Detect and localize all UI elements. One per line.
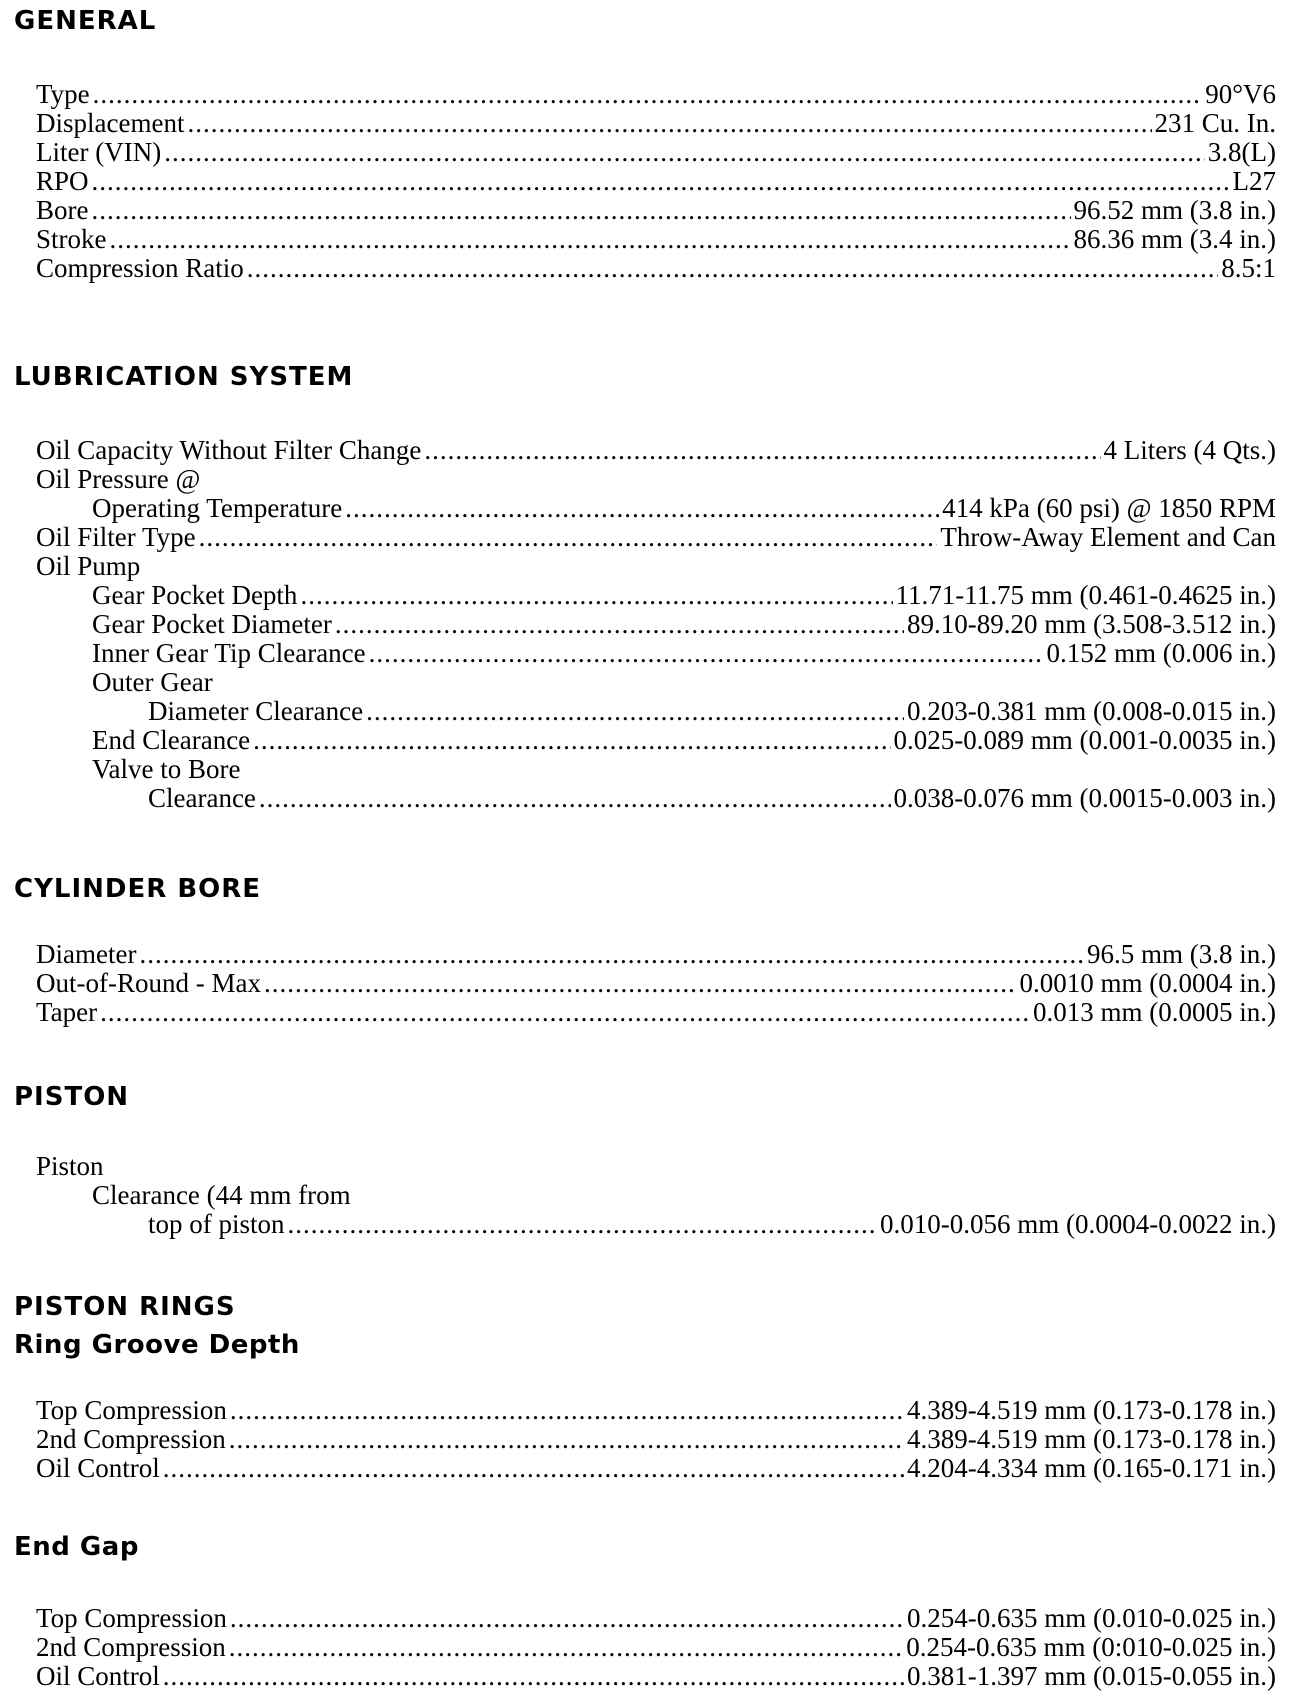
subsection-title-end-gap: End Gap [14, 1532, 139, 1562]
spec-label: Clearance [148, 783, 256, 813]
spec-label: Oil Filter Type [36, 522, 196, 552]
spec-row-type [36, 80, 1276, 109]
dot-leader [91, 196, 1070, 225]
spec-label: Top Compression [36, 1603, 227, 1633]
spec-label: Oil Capacity Without Filter Change [36, 435, 422, 465]
spec-value: 4.389-4.519 mm (0.173-0.178 in.) [907, 1424, 1276, 1454]
spec-group-oil-pump [36, 552, 1276, 581]
spec-label: Bore [36, 195, 89, 225]
spec-value: 0.013 mm (0.0005 in.) [1033, 997, 1276, 1027]
spec-row-groove-top-compression [36, 1396, 1276, 1425]
spec-label: Oil Pressure @ [36, 464, 201, 494]
spec-row-valve-clearance [148, 784, 1276, 813]
dot-leader [335, 610, 904, 639]
dot-leader [300, 581, 892, 610]
spec-label: Compression Ratio [36, 253, 244, 283]
spec-row-gap-oil-control [36, 1662, 1276, 1691]
spec-label: 2nd Compression [36, 1424, 226, 1454]
spec-label: Oil Control [36, 1661, 160, 1691]
dot-leader [230, 1396, 904, 1425]
dot-leader [264, 969, 1017, 998]
spec-label: End Clearance [92, 725, 251, 755]
spec-group-piston [36, 1152, 1276, 1181]
spec-row-bore [36, 196, 1276, 225]
spec-label: Gear Pocket Diameter [92, 609, 332, 639]
dot-leader [424, 436, 1100, 465]
dot-leader [93, 80, 1203, 109]
spec-row-end-clearance [92, 726, 1276, 755]
spec-group-outer-gear [92, 668, 1276, 697]
spec-row-operating-temperature [92, 494, 1276, 523]
spec-row-liter-vin [36, 138, 1276, 167]
spec-label: Oil Pump [36, 551, 141, 581]
spec-label: Diameter Clearance [148, 696, 364, 726]
dot-leader [187, 109, 1151, 138]
section-title-lubrication-system: LUBRICATION SYSTEM [14, 362, 354, 392]
dot-leader [253, 726, 890, 755]
dot-leader [229, 1633, 904, 1662]
spec-value: 90°V6 [1205, 79, 1276, 109]
spec-label: Liter (VIN) [36, 137, 162, 167]
spec-row-rpo [36, 167, 1276, 196]
spec-label: Taper [36, 997, 98, 1027]
spec-row-oil-capacity [36, 436, 1276, 465]
spec-row-taper [36, 998, 1276, 1027]
spec-label: 2nd Compression [36, 1632, 226, 1662]
spec-label: Stroke [36, 224, 107, 254]
spec-label: Diameter [36, 939, 137, 969]
spec-label: Valve to Bore [92, 754, 241, 784]
spec-label: RPO [36, 166, 89, 196]
dot-leader [247, 254, 1218, 283]
spec-label: Clearance (44 mm from [92, 1180, 351, 1210]
dot-leader [369, 639, 1044, 668]
dot-leader [92, 167, 1230, 196]
dot-leader [288, 1210, 878, 1239]
spec-label: Gear Pocket Depth [92, 580, 298, 610]
spec-value: 89.10-89.20 mm (3.508-3.512 in.) [907, 609, 1276, 639]
spec-value: 0.038-0.076 mm (0.0015-0.003 in.) [893, 783, 1276, 813]
dot-leader [199, 523, 938, 552]
dot-leader [163, 1454, 904, 1483]
dot-leader [230, 1604, 904, 1633]
spec-value: 4.389-4.519 mm (0.173-0.178 in.) [907, 1395, 1276, 1425]
spec-value: 4.204-4.334 mm (0.165-0.171 in.) [907, 1453, 1276, 1483]
spec-label: Piston [36, 1151, 104, 1181]
spec-value: 96.52 mm (3.8 in.) [1073, 195, 1276, 225]
spec-value: 3.8(L) [1207, 137, 1276, 167]
spec-value: 0.203-0.381 mm (0.008-0.015 in.) [907, 696, 1276, 726]
spec-value: 4 Liters (4 Qts.) [1103, 435, 1276, 465]
spec-value: Throw-Away Element and Can [940, 522, 1276, 552]
spec-value: 8.5:1 [1221, 253, 1276, 283]
dot-leader [100, 998, 1030, 1027]
spec-label: Top Compression [36, 1395, 227, 1425]
section-title-piston: PISTON [14, 1082, 130, 1112]
spec-row-displacement [36, 109, 1276, 138]
dot-leader [259, 784, 891, 813]
dot-leader [163, 1662, 904, 1691]
dot-leader [229, 1425, 904, 1454]
spec-row-oil-filter-type [36, 523, 1276, 552]
dot-leader [139, 940, 1084, 969]
spec-row-compression-ratio [36, 254, 1276, 283]
dot-leader [110, 225, 1071, 254]
subsection-title-ring-groove-depth: Ring Groove Depth [14, 1330, 300, 1360]
spec-value: 96.5 mm (3.8 in.) [1087, 939, 1276, 969]
spec-value: 0.381-1.397 mm (0.015-0.055 in.) [907, 1661, 1276, 1691]
spec-value: 231 Cu. In. [1154, 108, 1276, 138]
section-title-cylinder-bore: CYLINDER BORE [14, 874, 262, 904]
spec-label: Displacement [36, 108, 185, 138]
spec-value: L27 [1232, 166, 1276, 196]
spec-group-valve-to-bore [92, 755, 1276, 784]
spec-value: 0.152 mm (0.006 in.) [1046, 638, 1276, 668]
spec-row-stroke [36, 225, 1276, 254]
spec-row-gap-top-compression [36, 1604, 1276, 1633]
spec-label: Type [36, 79, 90, 109]
spec-value: 414 kPa (60 psi) @ 1850 RPM [942, 493, 1276, 523]
spec-row-groove-oil-control [36, 1454, 1276, 1483]
spec-row-gap-2nd-compression [36, 1633, 1276, 1662]
spec-label: Outer Gear [92, 667, 213, 697]
dot-leader [345, 494, 939, 523]
spec-row-gear-pocket-depth [92, 581, 1276, 610]
spec-label: Operating Temperature [92, 493, 343, 523]
section-title-piston-rings: PISTON RINGS [14, 1292, 236, 1322]
dot-leader [164, 138, 1205, 167]
spec-row-top-of-piston [148, 1210, 1276, 1239]
spec-group-piston-clearance [92, 1181, 1276, 1210]
spec-label: Out-of-Round - Max [36, 968, 261, 998]
spec-row-diameter-clearance [148, 697, 1276, 726]
spec-value: 0.254-0.635 mm (0.010-0.025 in.) [907, 1603, 1276, 1633]
section-title-general: GENERAL [14, 6, 157, 36]
spec-row-groove-2nd-compression [36, 1425, 1276, 1454]
spec-value: 11.71-11.75 mm (0.461-0.4625 in.) [895, 580, 1276, 610]
spec-value: 0.0010 mm (0.0004 in.) [1019, 968, 1276, 998]
spec-row-inner-gear-tip-clearance [92, 639, 1276, 668]
spec-value: 0.010-0.056 mm (0.0004-0.0022 in.) [880, 1209, 1276, 1239]
spec-row-out-of-round [36, 969, 1276, 998]
spec-row-bore-diameter [36, 940, 1276, 969]
spec-value: 0.254-0.635 mm (0:010-0.025 in.) [906, 1632, 1276, 1662]
spec-label: top of piston [148, 1209, 285, 1239]
spec-value: 0.025-0.089 mm (0.001-0.0035 in.) [893, 725, 1276, 755]
spec-group-oil-pressure [36, 465, 1276, 494]
spec-label: Inner Gear Tip Clearance [92, 638, 366, 668]
dot-leader [366, 697, 904, 726]
spec-row-gear-pocket-diameter [92, 610, 1276, 639]
spec-value: 86.36 mm (3.4 in.) [1073, 224, 1276, 254]
spec-label: Oil Control [36, 1453, 160, 1483]
